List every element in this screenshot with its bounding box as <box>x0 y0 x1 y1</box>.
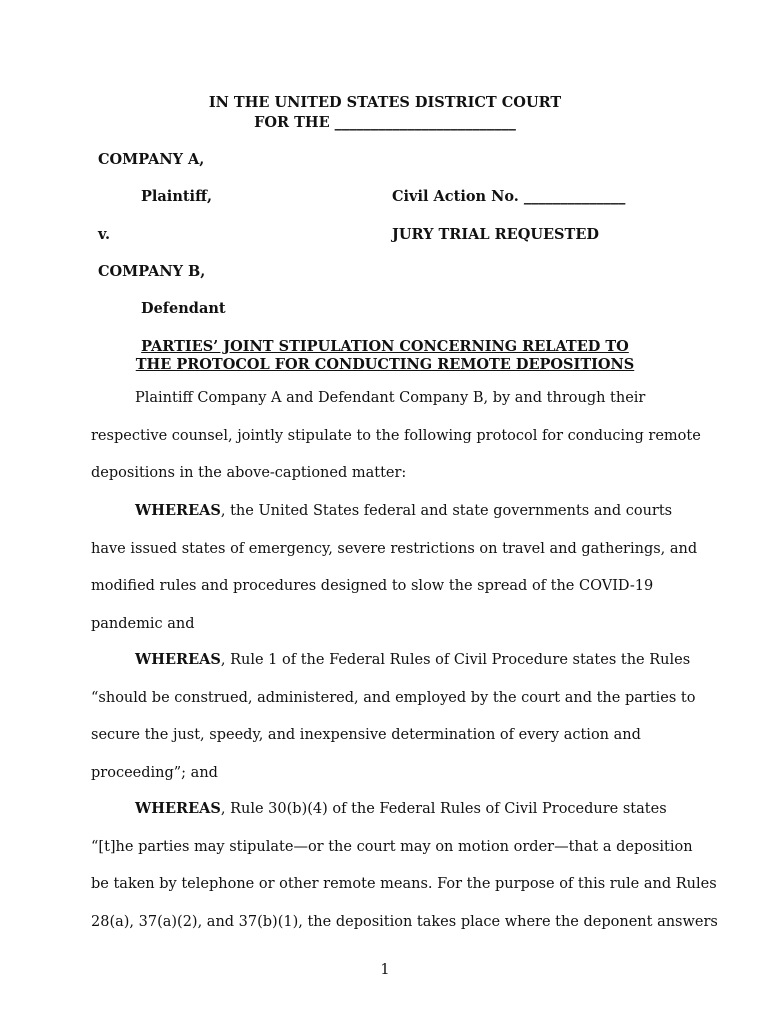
civil-action-number: Civil Action No. ______________ <box>392 188 626 205</box>
whereas-lead: WHEREAS <box>135 502 221 519</box>
defendant-role: Defendant <box>141 300 226 317</box>
plaintiff-role: Plaintiff, <box>141 188 213 205</box>
text-span: , the United States federal and state governments and courts <box>220 503 673 519</box>
paragraph-intro <box>91 380 701 493</box>
defendant-name: COMPANY B, <box>98 263 206 280</box>
jury-trial-requested: JURY TRIAL REQUESTED <box>392 226 599 243</box>
text-line: “[t]he parties may stipulate—or the court may on motion order—that a deposition <box>91 838 693 855</box>
text-line: Plaintiff Company A and Defendant Company B, by and through their <box>135 390 646 406</box>
document-title-continued <box>0 356 770 373</box>
paragraph-whereas-3 <box>91 790 718 941</box>
text-line <box>91 641 691 680</box>
text-line: respective counsel, jointly stipulate to the following protocol for conducing remote <box>91 427 701 444</box>
text-line: depositions in the above-captioned matter: <box>91 465 407 481</box>
whereas-lead: WHEREAS <box>135 800 221 817</box>
document-title <box>0 338 770 355</box>
paragraph-whereas-1 <box>91 492 698 643</box>
document-title-line2: THE PROTOCOL FOR CONDUCTING REMOTE DEPOSITIONS <box>135 356 635 373</box>
text-line: 28(a), 37(a)(2), and 37(b)(1), the deposition takes place where the deponent answers <box>91 913 718 930</box>
text-line: be taken by telephone or other remote means. For the purpose of this rule and Rules <box>91 876 717 892</box>
document-title-line1: PARTIES’ JOINT STIPULATION CONCERNING RELATED TO <box>141 338 629 355</box>
paragraph-whereas-2 <box>91 641 696 792</box>
plaintiff-name: COMPANY A, <box>98 151 205 168</box>
text-line: modified rules and procedures designed to slow the spread of the COVID-19 <box>91 578 654 594</box>
court-heading-line1: IN THE UNITED STATES DISTRICT COURT <box>208 94 562 111</box>
page-number: 1 <box>380 962 390 978</box>
text-span: , Rule 30(b)(4) of the Federal Rules of Civil Procedure states <box>220 801 667 817</box>
versus: v. <box>98 226 111 243</box>
whereas-lead: WHEREAS <box>135 651 221 668</box>
text-line <box>91 790 691 829</box>
text-line: secure the just, speedy, and inexpensive determination of every action and <box>91 727 641 743</box>
text-span: , Rule 1 of the Federal Rules of Civil Procedure states the Rules <box>220 652 691 668</box>
text-line <box>91 492 691 531</box>
text-line: “should be construed, administered, and employed by the court and the parties to <box>91 689 696 706</box>
court-heading-line2: FOR THE _________________________ <box>254 114 516 131</box>
text-line: pandemic and <box>91 615 195 632</box>
text-line: have issued states of emergency, severe restrictions on travel and gatherings, and <box>91 540 698 557</box>
text-line: proceeding”; and <box>91 764 218 781</box>
